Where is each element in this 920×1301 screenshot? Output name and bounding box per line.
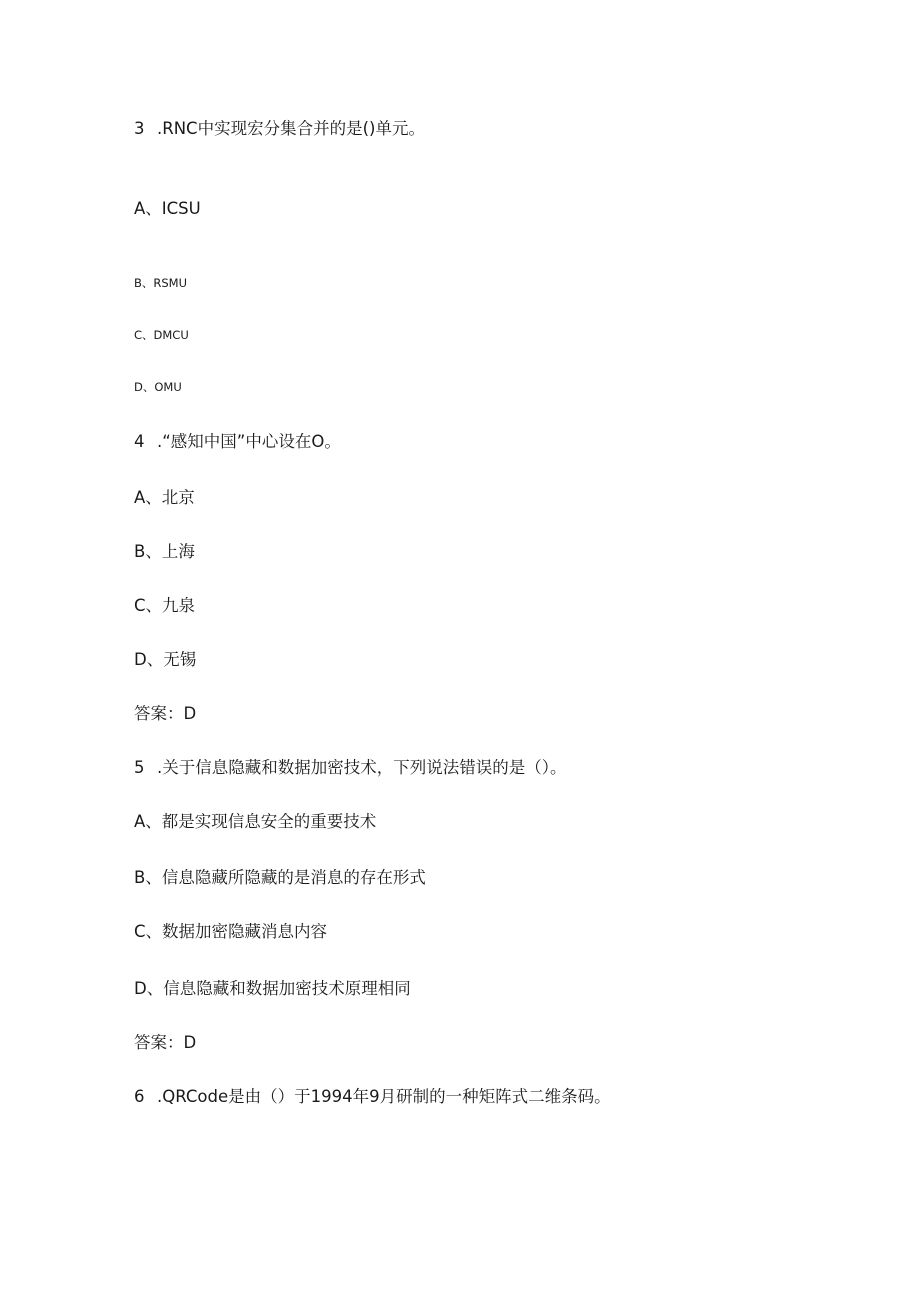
question-4-option-c: C、九泉 <box>134 596 196 615</box>
question-5-option-a: A、都是实现信息安全的重要技术 <box>134 812 377 831</box>
question-4-answer: 答案：D <box>134 704 197 723</box>
question-number: 6 <box>134 1087 145 1106</box>
question-text: .关于信息隐藏和数据加密技术，下列说法错误的是（）。 <box>157 758 567 777</box>
question-5 <box>134 760 567 777</box>
question-3-option-c: C、DMCU <box>134 328 189 342</box>
question-3 <box>134 121 425 138</box>
question-text: .RNC中实现宏分集合并的是()单元。 <box>157 119 425 138</box>
question-number: 3 <box>134 119 145 138</box>
question-5-option-d: D、信息隐藏和数据加密技术原理相同 <box>134 979 411 998</box>
question-text: .“感知中国”中心设在O。 <box>157 432 341 451</box>
question-text: .QRCode是由（）于1994年9月研制的一种矩阵式二维条码。 <box>157 1087 611 1106</box>
question-4-option-d: D、无锡 <box>134 650 197 669</box>
question-5-option-b: B、信息隐藏所隐藏的是消息的存在形式 <box>134 868 426 887</box>
question-number: 4 <box>134 432 145 451</box>
question-4 <box>134 434 341 451</box>
question-4-option-a: A、北京 <box>134 488 195 507</box>
question-3-option-d: D、OMU <box>134 380 182 394</box>
question-6 <box>134 1089 611 1106</box>
question-3-option-b: B、RSMU <box>134 276 188 290</box>
question-4-option-b: B、上海 <box>134 542 195 561</box>
question-5-option-c: C、数据加密隐藏消息内容 <box>134 922 328 941</box>
question-number: 5 <box>134 758 145 777</box>
question-3-option-a: A、ICSU <box>134 199 201 218</box>
question-5-answer: 答案：D <box>134 1033 197 1052</box>
